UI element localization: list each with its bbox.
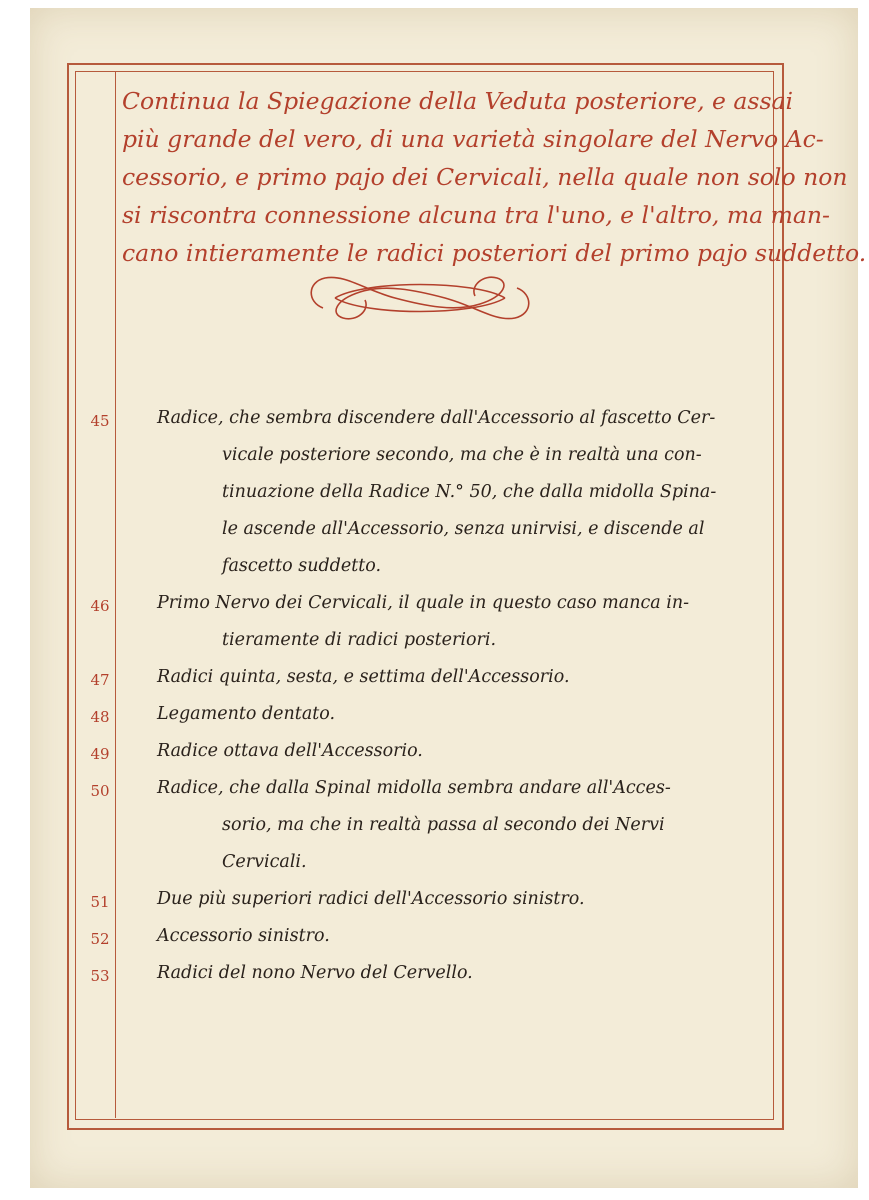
entry-text-line: Due più superiori radici dell'Accessorio sinistro.: [157, 889, 585, 909]
entry-number: 53: [90, 967, 110, 985]
entry-text-line: fascetto suddetto.: [222, 556, 382, 576]
margin-rule: [115, 72, 116, 1118]
entry-text-line: Legamento dentato.: [157, 704, 336, 724]
entry-text-line: Radici del nono Nervo del Cervello.: [157, 963, 473, 983]
entry-text-line: le ascende all'Accessorio, senza unirvisi, e discende al: [222, 519, 705, 539]
entry-text-line: Radice ottava dell'Accessorio.: [157, 741, 423, 761]
entry-text-line: vicale posteriore secondo, ma che è in realtà una con-: [222, 445, 702, 465]
entry-text-line: Accessorio sinistro.: [157, 926, 330, 946]
entry-text-line: Radice, che sembra discendere dall'Accessorio al fascetto Cer-: [157, 408, 716, 428]
entry-text-line: tinuazione della Radice N.° 50, che dalla midolla Spina-: [222, 482, 717, 502]
entry-text-line: Primo Nervo dei Cervicali, il quale in questo caso manca in-: [157, 593, 690, 613]
calligraphic-flourish: [305, 268, 535, 328]
heading-line: Continua la Spiegazione della Veduta posteriore, e assai: [122, 87, 794, 115]
heading-line: più grande del vero, di una varietà singolare del Nervo Ac-: [122, 125, 824, 153]
entry-text-line: Cervicali.: [222, 852, 307, 872]
entry-number: 45: [90, 412, 110, 430]
entry-number: 46: [90, 597, 110, 615]
heading-block: [122, 82, 867, 272]
entry-text-line: sorio, ma che in realtà passa al secondo dei Nervi: [222, 815, 665, 835]
entry-number: 47: [90, 671, 110, 689]
entry-number: 51: [90, 893, 110, 911]
heading-line: si riscontra connessione alcuna tra l'uno, e l'altro, ma man-: [122, 201, 830, 229]
entry-number: 48: [90, 708, 110, 726]
entry-text-line: tieramente di radici posteriori.: [222, 630, 497, 650]
entry-number: 49: [90, 745, 110, 763]
entry-text-line: Radice, che dalla Spinal midolla sembra andare all'Acces-: [157, 778, 671, 798]
heading-line: cessorio, e primo pajo dei Cervicali, nella quale non solo non: [122, 163, 848, 191]
heading-line: cano intieramente le radici posteriori del primo pajo suddetto.: [122, 239, 867, 267]
entry-number: 50: [90, 782, 110, 800]
entry-text-line: Radici quinta, sesta, e settima dell'Accessorio.: [157, 667, 570, 687]
entry-number: 52: [90, 930, 110, 948]
